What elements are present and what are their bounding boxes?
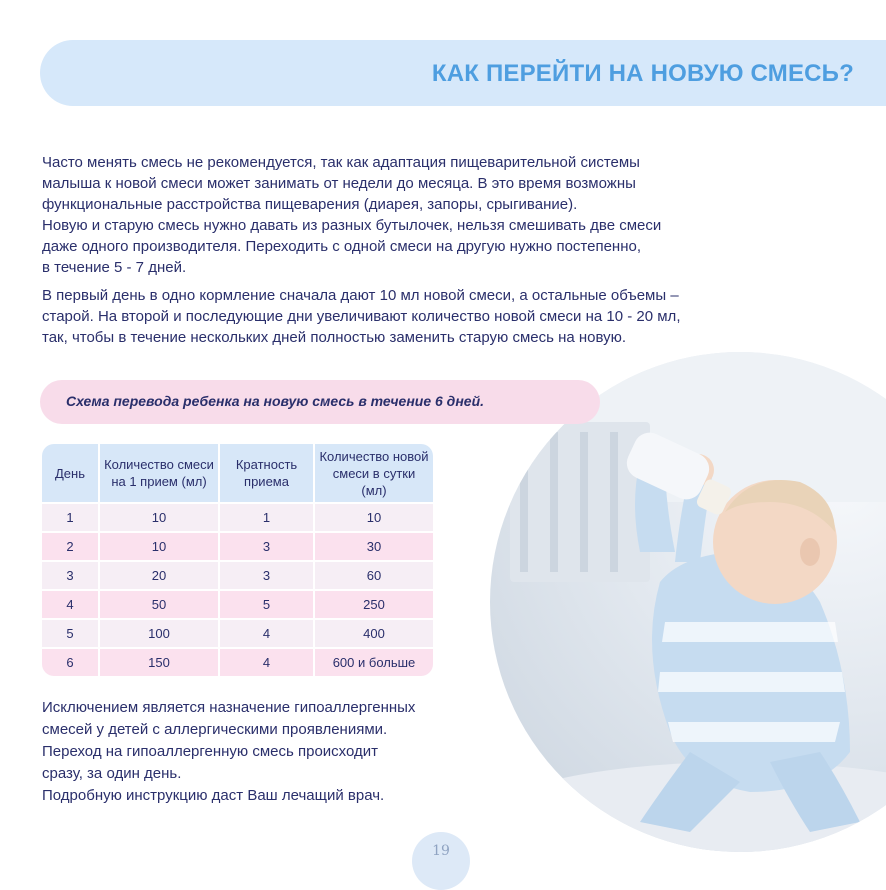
cell-daily-total: 400 (315, 620, 433, 647)
cell-day: 3 (42, 562, 98, 589)
cell-amount: 20 (100, 562, 218, 589)
cell-daily-total: 30 (315, 533, 433, 560)
text-line: В первый день в одно кормление сначала дают 10 мл новой смеси, а остальные объемы – (42, 287, 679, 304)
table-row (42, 591, 433, 618)
text-line: в течение 5 - 7 дней. (42, 259, 187, 276)
cell-amount: 100 (100, 620, 218, 647)
title-banner (40, 40, 886, 106)
scheme-title: Схема перевода ребенка на новую смесь в течение 6 дней. (66, 393, 485, 409)
text-line: Переход на гипоаллергенную смесь происходит (42, 743, 379, 760)
table-header-row (42, 444, 433, 502)
cell-frequency: 4 (220, 620, 313, 647)
table-row (42, 620, 433, 647)
cell-daily-total: 60 (315, 562, 433, 589)
cell-frequency: 3 (220, 562, 313, 589)
cell-daily-total: 250 (315, 591, 433, 618)
page-number: 19 (432, 843, 450, 859)
cell-frequency: 1 (220, 504, 313, 531)
header-day: День (42, 444, 98, 502)
text-line: Новую и старую смесь нужно давать из разных бутылочек, нельзя смешивать две смеси (42, 217, 662, 234)
cell-day: 5 (42, 620, 98, 647)
header-amount-per-feed: Количество смеси на 1 прием (мл) (100, 444, 218, 502)
baby-illustration (490, 352, 886, 852)
table-row (42, 504, 433, 531)
cell-amount: 50 (100, 591, 218, 618)
baby-bottle-photo (490, 352, 886, 852)
table-row (42, 533, 433, 560)
text-line: функциональные расстройства пищеварения (диарея, запоры, срыгивание). (42, 196, 578, 213)
header-daily-total: Количество новой смеси в сутки (мл) (315, 444, 433, 502)
table-row (42, 649, 433, 676)
page-number-badge (412, 832, 470, 890)
cell-day: 1 (42, 504, 98, 531)
cell-amount: 150 (100, 649, 218, 676)
cell-daily-total: 600 и больше (315, 649, 433, 676)
text-line: Исключением является назначение гипоаллергенных (42, 699, 416, 716)
text-line: Часто менять смесь не рекомендуется, так как адаптация пищеварительной системы (42, 154, 640, 171)
first-day-paragraph (42, 285, 680, 348)
feeding-schedule-table (40, 442, 435, 678)
cell-day: 4 (42, 591, 98, 618)
text-line: Подробную инструкцию даст Ваш лечащий врач. (42, 787, 385, 804)
header-frequency: Кратность приема (220, 444, 313, 502)
cell-daily-total: 10 (315, 504, 433, 531)
scheme-banner (40, 380, 600, 424)
cell-amount: 10 (100, 504, 218, 531)
table-row (42, 562, 433, 589)
text-line: смесей у детей с аллергическими проявлениями. (42, 721, 388, 738)
cell-day: 2 (42, 533, 98, 560)
text-line: так, чтобы в течение нескольких дней полностью заменить старую смесь на новую. (42, 329, 627, 346)
cell-frequency: 3 (220, 533, 313, 560)
intro-paragraph (42, 152, 661, 278)
cell-frequency: 5 (220, 591, 313, 618)
page-title: КАК ПЕРЕЙТИ НА НОВУЮ СМЕСЬ? (431, 60, 854, 87)
cell-amount: 10 (100, 533, 218, 560)
cell-day: 6 (42, 649, 98, 676)
cell-frequency: 4 (220, 649, 313, 676)
text-line: сразу, за один день. (42, 765, 182, 782)
text-line: малыша к новой смеси может занимать от недели до месяца. В это время возможны (42, 175, 636, 192)
exception-paragraph (42, 697, 415, 807)
text-line: даже одного производителя. Переходить с одной смеси на другую нужно постепенно, (42, 238, 641, 255)
text-line: старой. На второй и последующие дни увеличивают количество новой смеси на 10 - 20 мл, (42, 308, 681, 325)
